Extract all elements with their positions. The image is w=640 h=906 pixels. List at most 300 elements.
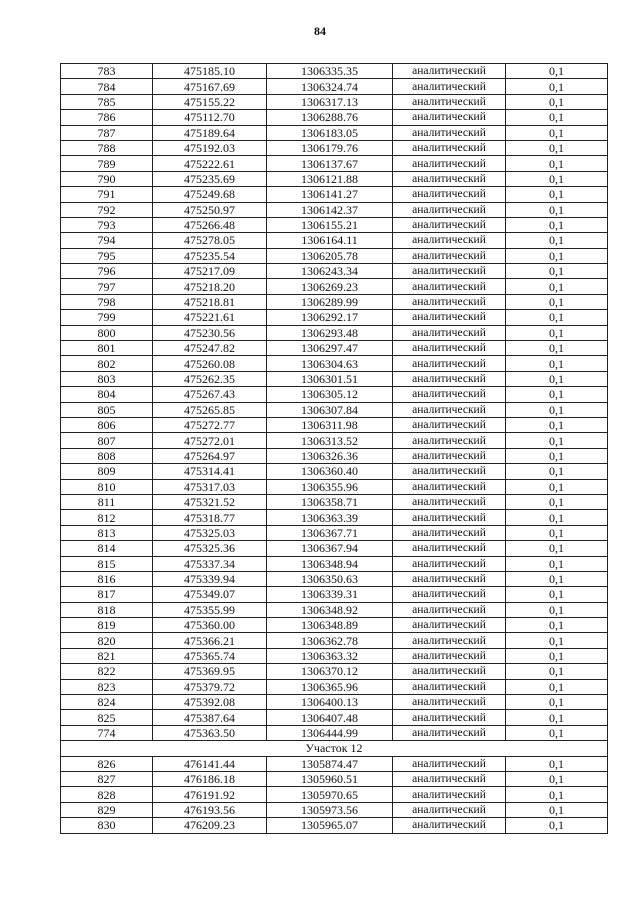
table-row bbox=[61, 341, 608, 356]
table-row bbox=[61, 756, 608, 771]
x-coordinate-cell: 475379.72 bbox=[153, 679, 267, 694]
accuracy-cell: 0,1 bbox=[506, 202, 608, 217]
determination-method-cell: аналитический bbox=[393, 248, 506, 263]
determination-method-cell: аналитический bbox=[393, 264, 506, 279]
table-row bbox=[61, 602, 608, 617]
determination-method-cell: аналитический bbox=[393, 556, 506, 571]
accuracy-cell: 0,1 bbox=[506, 556, 608, 571]
accuracy-cell: 0,1 bbox=[506, 264, 608, 279]
x-coordinate-cell: 475325.03 bbox=[153, 525, 267, 540]
x-coordinate-cell: 475217.09 bbox=[153, 264, 267, 279]
determination-method-cell: аналитический bbox=[393, 125, 506, 140]
y-coordinate-cell: 1306155.21 bbox=[267, 217, 393, 232]
point-number-cell: 810 bbox=[61, 479, 153, 494]
x-coordinate-cell: 475318.77 bbox=[153, 510, 267, 525]
table-body-before-section bbox=[61, 64, 608, 741]
determination-method-cell: аналитический bbox=[393, 525, 506, 540]
table-row bbox=[61, 264, 608, 279]
table-row bbox=[61, 325, 608, 340]
table-row bbox=[61, 633, 608, 648]
x-coordinate-cell: 475235.69 bbox=[153, 171, 267, 186]
determination-method-cell: аналитический bbox=[393, 664, 506, 679]
accuracy-cell: 0,1 bbox=[506, 464, 608, 479]
determination-method-cell: аналитический bbox=[393, 171, 506, 186]
point-number-cell: 828 bbox=[61, 787, 153, 802]
accuracy-cell: 0,1 bbox=[506, 125, 608, 140]
table-row bbox=[61, 79, 608, 94]
determination-method-cell: аналитический bbox=[393, 571, 506, 586]
section-row bbox=[61, 741, 608, 756]
point-number-cell: 825 bbox=[61, 710, 153, 725]
point-number-cell: 788 bbox=[61, 140, 153, 155]
y-coordinate-cell: 1306407.48 bbox=[267, 710, 393, 725]
accuracy-cell: 0,1 bbox=[506, 156, 608, 171]
table-row bbox=[61, 710, 608, 725]
determination-method-cell: аналитический bbox=[393, 217, 506, 232]
accuracy-cell: 0,1 bbox=[506, 571, 608, 586]
table-row bbox=[61, 618, 608, 633]
point-number-cell: 826 bbox=[61, 756, 153, 771]
x-coordinate-cell: 475272.77 bbox=[153, 417, 267, 432]
determination-method-cell: аналитический bbox=[393, 417, 506, 432]
y-coordinate-cell: 1306367.71 bbox=[267, 525, 393, 540]
accuracy-cell: 0,1 bbox=[506, 802, 608, 817]
y-coordinate-cell: 1306293.48 bbox=[267, 325, 393, 340]
x-coordinate-cell: 475218.81 bbox=[153, 294, 267, 309]
x-coordinate-cell: 475317.03 bbox=[153, 479, 267, 494]
table-row bbox=[61, 94, 608, 109]
accuracy-cell: 0,1 bbox=[506, 356, 608, 371]
y-coordinate-cell: 1306360.40 bbox=[267, 464, 393, 479]
x-coordinate-cell: 475355.99 bbox=[153, 602, 267, 617]
accuracy-cell: 0,1 bbox=[506, 479, 608, 494]
determination-method-cell: аналитический bbox=[393, 402, 506, 417]
table-row bbox=[61, 787, 608, 802]
table-row bbox=[61, 279, 608, 294]
determination-method-cell: аналитический bbox=[393, 756, 506, 771]
determination-method-cell: аналитический bbox=[393, 479, 506, 494]
table-row bbox=[61, 664, 608, 679]
point-number-cell: 798 bbox=[61, 294, 153, 309]
point-number-cell: 822 bbox=[61, 664, 153, 679]
table-row bbox=[61, 64, 608, 79]
point-number-cell: 806 bbox=[61, 417, 153, 432]
x-coordinate-cell: 475337.34 bbox=[153, 556, 267, 571]
x-coordinate-cell: 475247.82 bbox=[153, 341, 267, 356]
point-number-cell: 785 bbox=[61, 94, 153, 109]
table-row bbox=[61, 771, 608, 786]
accuracy-cell: 0,1 bbox=[506, 818, 608, 833]
determination-method-cell: аналитический bbox=[393, 494, 506, 509]
point-number-cell: 796 bbox=[61, 264, 153, 279]
table-row bbox=[61, 479, 608, 494]
y-coordinate-cell: 1305973.56 bbox=[267, 802, 393, 817]
accuracy-cell: 0,1 bbox=[506, 787, 608, 802]
point-number-cell: 819 bbox=[61, 618, 153, 633]
point-number-cell: 821 bbox=[61, 648, 153, 663]
x-coordinate-cell: 475222.61 bbox=[153, 156, 267, 171]
x-coordinate-cell: 475387.64 bbox=[153, 710, 267, 725]
table-row bbox=[61, 541, 608, 556]
determination-method-cell: аналитический bbox=[393, 802, 506, 817]
point-number-cell: 805 bbox=[61, 402, 153, 417]
y-coordinate-cell: 1306326.36 bbox=[267, 448, 393, 463]
y-coordinate-cell: 1305970.65 bbox=[267, 787, 393, 802]
table-row bbox=[61, 171, 608, 186]
x-coordinate-cell: 475155.22 bbox=[153, 94, 267, 109]
accuracy-cell: 0,1 bbox=[506, 756, 608, 771]
y-coordinate-cell: 1305965.07 bbox=[267, 818, 393, 833]
point-number-cell: 803 bbox=[61, 371, 153, 386]
y-coordinate-cell: 1306313.52 bbox=[267, 433, 393, 448]
x-coordinate-cell: 475369.95 bbox=[153, 664, 267, 679]
x-coordinate-cell: 475278.05 bbox=[153, 233, 267, 248]
determination-method-cell: аналитический bbox=[393, 202, 506, 217]
accuracy-cell: 0,1 bbox=[506, 402, 608, 417]
point-number-cell: 791 bbox=[61, 187, 153, 202]
point-number-cell: 784 bbox=[61, 79, 153, 94]
point-number-cell: 793 bbox=[61, 217, 153, 232]
table-row bbox=[61, 587, 608, 602]
accuracy-cell: 0,1 bbox=[506, 771, 608, 786]
y-coordinate-cell: 1306288.76 bbox=[267, 110, 393, 125]
determination-method-cell: аналитический bbox=[393, 325, 506, 340]
x-coordinate-cell: 475192.03 bbox=[153, 140, 267, 155]
point-number-cell: 818 bbox=[61, 602, 153, 617]
point-number-cell: 814 bbox=[61, 541, 153, 556]
point-number-cell: 824 bbox=[61, 695, 153, 710]
x-coordinate-cell: 476191.92 bbox=[153, 787, 267, 802]
x-coordinate-cell: 475365.74 bbox=[153, 648, 267, 663]
accuracy-cell: 0,1 bbox=[506, 633, 608, 648]
accuracy-cell: 0,1 bbox=[506, 494, 608, 509]
y-coordinate-cell: 1306205.78 bbox=[267, 248, 393, 263]
determination-method-cell: аналитический bbox=[393, 310, 506, 325]
determination-method-cell: аналитический bbox=[393, 695, 506, 710]
x-coordinate-cell: 475392.08 bbox=[153, 695, 267, 710]
x-coordinate-cell: 475235.54 bbox=[153, 248, 267, 263]
table-row bbox=[61, 494, 608, 509]
x-coordinate-cell: 475167.69 bbox=[153, 79, 267, 94]
y-coordinate-cell: 1306363.39 bbox=[267, 510, 393, 525]
y-coordinate-cell: 1306289.99 bbox=[267, 294, 393, 309]
point-number-cell: 823 bbox=[61, 679, 153, 694]
determination-method-cell: аналитический bbox=[393, 464, 506, 479]
accuracy-cell: 0,1 bbox=[506, 417, 608, 432]
table-body-after-section bbox=[61, 756, 608, 833]
accuracy-cell: 0,1 bbox=[506, 587, 608, 602]
point-number-cell: 792 bbox=[61, 202, 153, 217]
page-number: 84 bbox=[314, 24, 326, 38]
table-row bbox=[61, 433, 608, 448]
point-number-cell: 790 bbox=[61, 171, 153, 186]
point-number-cell: 783 bbox=[61, 64, 153, 79]
y-coordinate-cell: 1306358.71 bbox=[267, 494, 393, 509]
y-coordinate-cell: 1306121.88 bbox=[267, 171, 393, 186]
x-coordinate-cell: 475262.35 bbox=[153, 371, 267, 386]
accuracy-cell: 0,1 bbox=[506, 325, 608, 340]
y-coordinate-cell: 1306183.05 bbox=[267, 125, 393, 140]
accuracy-cell: 0,1 bbox=[506, 94, 608, 109]
accuracy-cell: 0,1 bbox=[506, 371, 608, 386]
x-coordinate-cell: 476193.56 bbox=[153, 802, 267, 817]
determination-method-cell: аналитический bbox=[393, 648, 506, 663]
determination-method-cell: аналитический bbox=[393, 140, 506, 155]
accuracy-cell: 0,1 bbox=[506, 602, 608, 617]
point-number-cell: 800 bbox=[61, 325, 153, 340]
accuracy-cell: 0,1 bbox=[506, 279, 608, 294]
y-coordinate-cell: 1306367.94 bbox=[267, 541, 393, 556]
point-number-cell: 794 bbox=[61, 233, 153, 248]
y-coordinate-cell: 1306335.35 bbox=[267, 64, 393, 79]
y-coordinate-cell: 1306317.13 bbox=[267, 94, 393, 109]
accuracy-cell: 0,1 bbox=[506, 110, 608, 125]
determination-method-cell: аналитический bbox=[393, 448, 506, 463]
y-coordinate-cell: 1306164.11 bbox=[267, 233, 393, 248]
point-number-cell: 795 bbox=[61, 248, 153, 263]
y-coordinate-cell: 1306370.12 bbox=[267, 664, 393, 679]
accuracy-cell: 0,1 bbox=[506, 725, 608, 740]
table-row bbox=[61, 571, 608, 586]
accuracy-cell: 0,1 bbox=[506, 79, 608, 94]
x-coordinate-cell: 475249.68 bbox=[153, 187, 267, 202]
x-coordinate-cell: 475363.50 bbox=[153, 725, 267, 740]
determination-method-cell: аналитический bbox=[393, 79, 506, 94]
x-coordinate-cell: 475272.01 bbox=[153, 433, 267, 448]
y-coordinate-cell: 1306362.78 bbox=[267, 633, 393, 648]
table-row bbox=[61, 187, 608, 202]
point-number-cell: 797 bbox=[61, 279, 153, 294]
x-coordinate-cell: 475266.48 bbox=[153, 217, 267, 232]
determination-method-cell: аналитический bbox=[393, 387, 506, 402]
x-coordinate-cell: 475250.97 bbox=[153, 202, 267, 217]
determination-method-cell: аналитический bbox=[393, 787, 506, 802]
point-number-cell: 799 bbox=[61, 310, 153, 325]
x-coordinate-cell: 475264.97 bbox=[153, 448, 267, 463]
x-coordinate-cell: 475314.41 bbox=[153, 464, 267, 479]
y-coordinate-cell: 1306297.47 bbox=[267, 341, 393, 356]
y-coordinate-cell: 1306142.37 bbox=[267, 202, 393, 217]
determination-method-cell: аналитический bbox=[393, 341, 506, 356]
table-row bbox=[61, 110, 608, 125]
y-coordinate-cell: 1306444.99 bbox=[267, 725, 393, 740]
x-coordinate-cell: 475267.43 bbox=[153, 387, 267, 402]
table-row bbox=[61, 725, 608, 740]
determination-method-cell: аналитический bbox=[393, 510, 506, 525]
y-coordinate-cell: 1306301.51 bbox=[267, 371, 393, 386]
table-row bbox=[61, 140, 608, 155]
x-coordinate-cell: 475221.61 bbox=[153, 310, 267, 325]
point-number-cell: 802 bbox=[61, 356, 153, 371]
determination-method-cell: аналитический bbox=[393, 64, 506, 79]
y-coordinate-cell: 1306305.12 bbox=[267, 387, 393, 402]
determination-method-cell: аналитический bbox=[393, 187, 506, 202]
accuracy-cell: 0,1 bbox=[506, 541, 608, 556]
table-row bbox=[61, 387, 608, 402]
table-row bbox=[61, 125, 608, 140]
table-row bbox=[61, 233, 608, 248]
point-number-cell: 804 bbox=[61, 387, 153, 402]
point-number-cell: 829 bbox=[61, 802, 153, 817]
accuracy-cell: 0,1 bbox=[506, 64, 608, 79]
y-coordinate-cell: 1306339.31 bbox=[267, 587, 393, 602]
point-number-cell: 813 bbox=[61, 525, 153, 540]
determination-method-cell: аналитический bbox=[393, 279, 506, 294]
y-coordinate-cell: 1306348.94 bbox=[267, 556, 393, 571]
y-coordinate-cell: 1306355.96 bbox=[267, 479, 393, 494]
y-coordinate-cell: 1305874.47 bbox=[267, 756, 393, 771]
determination-method-cell: аналитический bbox=[393, 602, 506, 617]
x-coordinate-cell: 475349.07 bbox=[153, 587, 267, 602]
y-coordinate-cell: 1306348.89 bbox=[267, 618, 393, 633]
determination-method-cell: аналитический bbox=[393, 541, 506, 556]
determination-method-cell: аналитический bbox=[393, 356, 506, 371]
section-header-group bbox=[61, 741, 608, 756]
x-coordinate-cell: 475260.08 bbox=[153, 356, 267, 371]
table-row bbox=[61, 648, 608, 663]
determination-method-cell: аналитический bbox=[393, 679, 506, 694]
point-number-cell: 801 bbox=[61, 341, 153, 356]
x-coordinate-cell: 475325.36 bbox=[153, 541, 267, 556]
y-coordinate-cell: 1306311.98 bbox=[267, 417, 393, 432]
y-coordinate-cell: 1306243.34 bbox=[267, 264, 393, 279]
x-coordinate-cell: 475230.56 bbox=[153, 325, 267, 340]
determination-method-cell: аналитический bbox=[393, 94, 506, 109]
table-row bbox=[61, 525, 608, 540]
x-coordinate-cell: 475185.10 bbox=[153, 64, 267, 79]
determination-method-cell: аналитический bbox=[393, 156, 506, 171]
y-coordinate-cell: 1306348.92 bbox=[267, 602, 393, 617]
x-coordinate-cell: 475189.64 bbox=[153, 125, 267, 140]
accuracy-cell: 0,1 bbox=[506, 648, 608, 663]
accuracy-cell: 0,1 bbox=[506, 248, 608, 263]
accuracy-cell: 0,1 bbox=[506, 341, 608, 356]
table-row bbox=[61, 679, 608, 694]
table-row bbox=[61, 818, 608, 833]
y-coordinate-cell: 1306363.32 bbox=[267, 648, 393, 663]
point-number-cell: 812 bbox=[61, 510, 153, 525]
point-number-cell: 811 bbox=[61, 494, 153, 509]
y-coordinate-cell: 1306350.63 bbox=[267, 571, 393, 586]
point-number-cell: 789 bbox=[61, 156, 153, 171]
determination-method-cell: аналитический bbox=[393, 710, 506, 725]
determination-method-cell: аналитический bbox=[393, 633, 506, 648]
table-row bbox=[61, 248, 608, 263]
x-coordinate-cell: 475366.21 bbox=[153, 633, 267, 648]
determination-method-cell: аналитический bbox=[393, 371, 506, 386]
accuracy-cell: 0,1 bbox=[506, 695, 608, 710]
accuracy-cell: 0,1 bbox=[506, 664, 608, 679]
x-coordinate-cell: 476141.44 bbox=[153, 756, 267, 771]
x-coordinate-cell: 475265.85 bbox=[153, 402, 267, 417]
x-coordinate-cell: 476209.23 bbox=[153, 818, 267, 833]
determination-method-cell: аналитический bbox=[393, 294, 506, 309]
accuracy-cell: 0,1 bbox=[506, 448, 608, 463]
accuracy-cell: 0,1 bbox=[506, 387, 608, 402]
x-coordinate-cell: 476186.18 bbox=[153, 771, 267, 786]
y-coordinate-cell: 1306141.27 bbox=[267, 187, 393, 202]
table-row bbox=[61, 402, 608, 417]
determination-method-cell: аналитический bbox=[393, 818, 506, 833]
accuracy-cell: 0,1 bbox=[506, 310, 608, 325]
section-title: Участок 12 bbox=[61, 741, 608, 756]
x-coordinate-cell: 475339.94 bbox=[153, 571, 267, 586]
accuracy-cell: 0,1 bbox=[506, 187, 608, 202]
y-coordinate-cell: 1305960.51 bbox=[267, 771, 393, 786]
accuracy-cell: 0,1 bbox=[506, 618, 608, 633]
y-coordinate-cell: 1306179.76 bbox=[267, 140, 393, 155]
table-row bbox=[61, 156, 608, 171]
determination-method-cell: аналитический bbox=[393, 725, 506, 740]
point-number-cell: 808 bbox=[61, 448, 153, 463]
point-number-cell: 787 bbox=[61, 125, 153, 140]
accuracy-cell: 0,1 bbox=[506, 140, 608, 155]
point-number-cell: 807 bbox=[61, 433, 153, 448]
coordinates-table bbox=[60, 63, 608, 834]
y-coordinate-cell: 1306365.96 bbox=[267, 679, 393, 694]
point-number-cell: 817 bbox=[61, 587, 153, 602]
accuracy-cell: 0,1 bbox=[506, 171, 608, 186]
accuracy-cell: 0,1 bbox=[506, 294, 608, 309]
table-row bbox=[61, 310, 608, 325]
determination-method-cell: аналитический bbox=[393, 110, 506, 125]
point-number-cell: 827 bbox=[61, 771, 153, 786]
table-row bbox=[61, 417, 608, 432]
table-row bbox=[61, 464, 608, 479]
point-number-cell: 786 bbox=[61, 110, 153, 125]
point-number-cell: 809 bbox=[61, 464, 153, 479]
point-number-cell: 820 bbox=[61, 633, 153, 648]
point-number-cell: 830 bbox=[61, 818, 153, 833]
table-row bbox=[61, 294, 608, 309]
determination-method-cell: аналитический bbox=[393, 771, 506, 786]
y-coordinate-cell: 1306304.63 bbox=[267, 356, 393, 371]
accuracy-cell: 0,1 bbox=[506, 433, 608, 448]
point-number-cell: 774 bbox=[61, 725, 153, 740]
table-row bbox=[61, 802, 608, 817]
table-row bbox=[61, 556, 608, 571]
y-coordinate-cell: 1306292.17 bbox=[267, 310, 393, 325]
point-number-cell: 815 bbox=[61, 556, 153, 571]
table-row bbox=[61, 510, 608, 525]
determination-method-cell: аналитический bbox=[393, 433, 506, 448]
accuracy-cell: 0,1 bbox=[506, 710, 608, 725]
x-coordinate-cell: 475218.20 bbox=[153, 279, 267, 294]
y-coordinate-cell: 1306137.67 bbox=[267, 156, 393, 171]
accuracy-cell: 0,1 bbox=[506, 217, 608, 232]
y-coordinate-cell: 1306269.23 bbox=[267, 279, 393, 294]
determination-method-cell: аналитический bbox=[393, 618, 506, 633]
y-coordinate-cell: 1306400.13 bbox=[267, 695, 393, 710]
x-coordinate-cell: 475360.00 bbox=[153, 618, 267, 633]
table-row bbox=[61, 217, 608, 232]
x-coordinate-cell: 475321.52 bbox=[153, 494, 267, 509]
table-row bbox=[61, 448, 608, 463]
accuracy-cell: 0,1 bbox=[506, 510, 608, 525]
accuracy-cell: 0,1 bbox=[506, 679, 608, 694]
x-coordinate-cell: 475112.70 bbox=[153, 110, 267, 125]
table-row bbox=[61, 202, 608, 217]
accuracy-cell: 0,1 bbox=[506, 525, 608, 540]
table-row bbox=[61, 356, 608, 371]
point-number-cell: 816 bbox=[61, 571, 153, 586]
table-row bbox=[61, 371, 608, 386]
determination-method-cell: аналитический bbox=[393, 233, 506, 248]
y-coordinate-cell: 1306324.74 bbox=[267, 79, 393, 94]
determination-method-cell: аналитический bbox=[393, 587, 506, 602]
y-coordinate-cell: 1306307.84 bbox=[267, 402, 393, 417]
accuracy-cell: 0,1 bbox=[506, 233, 608, 248]
